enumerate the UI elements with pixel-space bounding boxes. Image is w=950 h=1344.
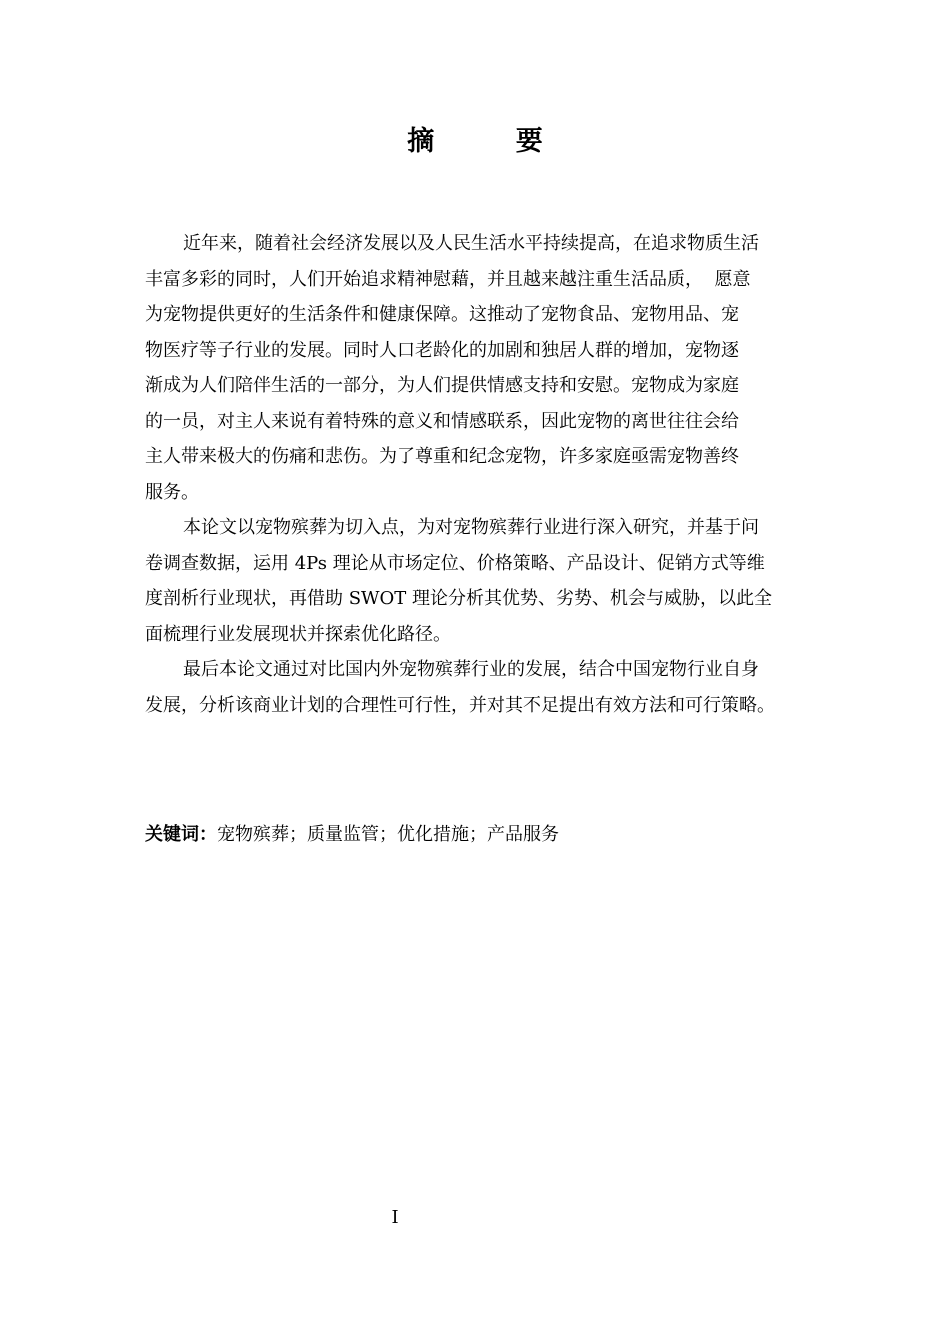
text-line: 丰富多彩的同时，人们开始追求精神慰藉，并且越来越注重生活品质， 愿意 xyxy=(145,268,751,290)
keywords-label: 关键词： xyxy=(145,824,217,845)
text-line: 面梳理行业发展现状并探索优化路径。 xyxy=(145,623,451,645)
paragraph-1 xyxy=(145,226,825,510)
abstract-title: 摘 要 xyxy=(407,126,579,157)
text-line: 为宠物提供更好的生活条件和健康保障。这推动了宠物食品、宠物用品、宠 xyxy=(145,304,739,325)
text-line: 物医疗等子行业的发展。同时人口老龄化的加剧和独居人群的增加，宠物逐 xyxy=(145,339,739,361)
text-line: 度剖析行业现状，再借助 SWOT 理论分析其优势、劣势、机会与威胁，以此全 xyxy=(145,588,773,609)
abstract-body xyxy=(145,226,825,723)
keywords-value: 宠物殡葬；质量监管；优化措施；产品服务 xyxy=(217,824,559,845)
text-line: 的一员，对主人来说有着特殊的意义和情感联系，因此宠物的离世往往会给 xyxy=(145,410,739,432)
text-line: 卷调查数据，运用 4Ps 理论从市场定位、价格策略、产品设计、促销方式等维 xyxy=(145,552,765,574)
text-line: 服务。 xyxy=(145,481,199,503)
text-line: 主人带来极大的伤痛和悲伤。为了尊重和纪念宠物，许多家庭亟需宠物善终 xyxy=(145,446,739,467)
text-line: 最后本论文通过对比国内外宠物殡葬行业的发展，结合中国宠物行业自身 xyxy=(183,659,759,680)
paragraph-3 xyxy=(145,652,825,723)
text-line: 本论文以宠物殡葬为切入点，为对宠物殡葬行业进行深入研究，并基于问 xyxy=(183,517,759,538)
page-number: I xyxy=(391,1207,399,1228)
text-line: 近年来，随着社会经济发展以及人民生活水平持续提高，在追求物质生活 xyxy=(183,233,759,254)
keywords-line xyxy=(145,818,559,852)
paragraph-2 xyxy=(145,510,825,652)
text-line: 渐成为人们陪伴生活的一部分，为人们提供情感支持和安慰。宠物成为家庭 xyxy=(145,375,739,396)
text-line: 发展，分析该商业计划的合理性可行性，并对其不足提出有效方法和可行策略。 xyxy=(145,694,775,716)
